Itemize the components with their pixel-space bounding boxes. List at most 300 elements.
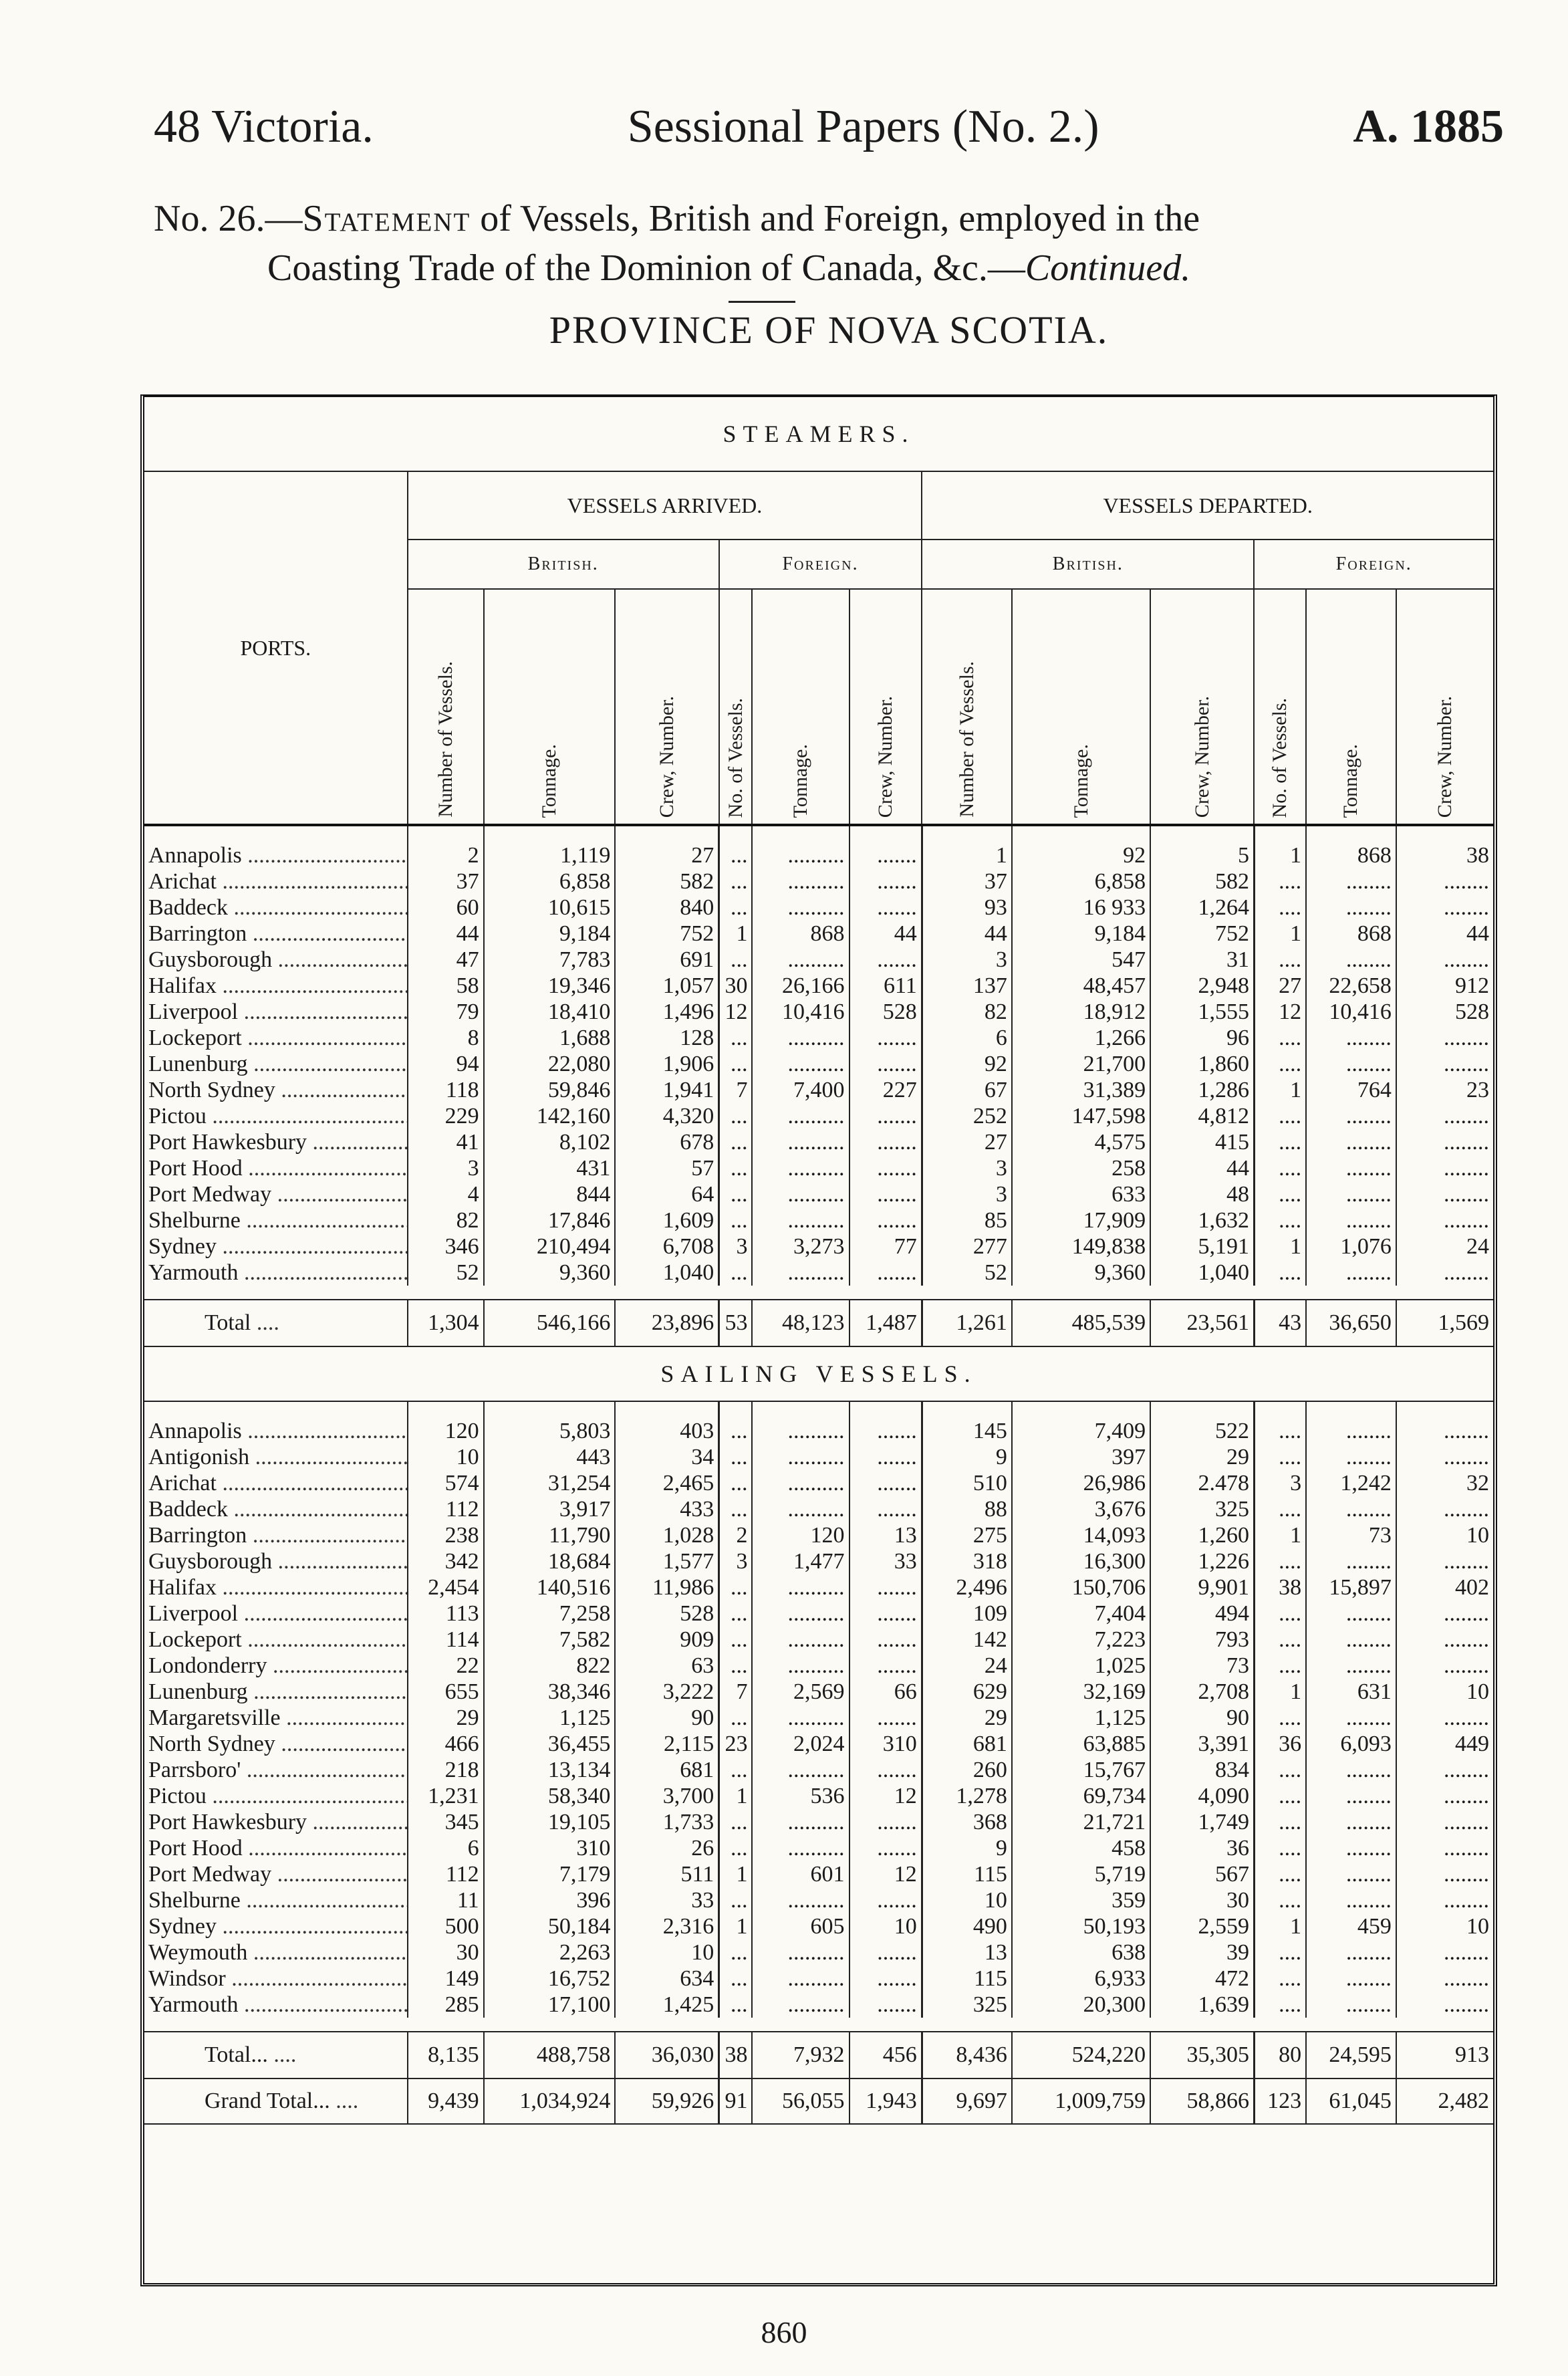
cell-value: .... bbox=[1254, 1653, 1306, 1679]
cell-value: 567 bbox=[1150, 1861, 1254, 1887]
cell-value: 29 bbox=[922, 1705, 1012, 1731]
running-header bbox=[154, 100, 1504, 154]
port-name: Guysborough ..... bbox=[144, 1548, 408, 1574]
cell-value: 1,040 bbox=[1150, 1260, 1254, 1286]
cell-value: 85 bbox=[922, 1207, 1012, 1233]
cell-value: .......... bbox=[752, 1887, 849, 1913]
cell-value: 36,650 bbox=[1306, 1300, 1396, 1346]
cell-value: .......... bbox=[752, 1103, 849, 1129]
cell-value: ........ bbox=[1396, 1939, 1493, 1966]
cell-value: ........ bbox=[1396, 1051, 1493, 1077]
cell-value: 123 bbox=[1254, 2078, 1306, 2124]
sailing-row bbox=[144, 1653, 1493, 1679]
cell-value: 32,169 bbox=[1012, 1679, 1150, 1705]
cell-value: 92 bbox=[922, 1051, 1012, 1077]
cell-value: 868 bbox=[1306, 921, 1396, 947]
col-label: Crew, Number. bbox=[656, 695, 678, 818]
cell-value: 1,632 bbox=[1150, 1207, 1254, 1233]
cell-value: 58 bbox=[408, 973, 484, 999]
cell-value: ....... bbox=[850, 1444, 922, 1470]
steamer-row bbox=[144, 895, 1493, 921]
cell-value: 2,559 bbox=[1150, 1913, 1254, 1939]
cell-value: 64 bbox=[615, 1181, 718, 1207]
page-number: 860 bbox=[761, 2315, 807, 2349]
cell-value: ........ bbox=[1396, 895, 1493, 921]
cell-value: 2,569 bbox=[752, 1679, 849, 1705]
cell-value: 22,658 bbox=[1306, 973, 1396, 999]
cell-value: 2,024 bbox=[752, 1731, 849, 1757]
sailing-row bbox=[144, 1757, 1493, 1783]
cell-value: 1 bbox=[719, 1913, 753, 1939]
cell-value: .... bbox=[1254, 1025, 1306, 1051]
sailing-row bbox=[144, 1705, 1493, 1731]
cell-value: 1,025 bbox=[1012, 1653, 1150, 1679]
col-arrived-british-tonnage bbox=[484, 589, 616, 825]
cell-value: 1,941 bbox=[615, 1077, 718, 1103]
cell-value: .......... bbox=[752, 868, 849, 895]
cell-value: ....... bbox=[850, 1809, 922, 1835]
cell-value: 38,346 bbox=[484, 1679, 616, 1705]
cell-value: 485,539 bbox=[1012, 1300, 1150, 1346]
spacer-cell bbox=[144, 1286, 1493, 1300]
cell-value: 47 bbox=[408, 947, 484, 973]
cell-value: ........ bbox=[1306, 1887, 1396, 1913]
cell-value: 150,706 bbox=[1012, 1574, 1150, 1600]
cell-value: 48 bbox=[1150, 1181, 1254, 1207]
arrived-heading: VESSELS ARRIVED. bbox=[408, 471, 922, 540]
col-label: Tonnage. bbox=[1339, 743, 1362, 818]
port-name: Margaretsville ..... bbox=[144, 1705, 408, 1731]
col-departed-foreign-tonnage bbox=[1306, 589, 1396, 825]
steamer-row bbox=[144, 1077, 1493, 1103]
cell-value: 633 bbox=[1012, 1181, 1150, 1207]
cell-value: 1,569 bbox=[1396, 1300, 1493, 1346]
cell-value: 19,346 bbox=[484, 973, 616, 999]
cell-value: ....... bbox=[850, 1887, 922, 1913]
cell-value: 1,261 bbox=[922, 1300, 1012, 1346]
port-name: North Sydney ..... bbox=[144, 1731, 408, 1757]
cell-value: 494 bbox=[1150, 1600, 1254, 1627]
cell-value: 63 bbox=[615, 1653, 718, 1679]
cell-value: ... bbox=[719, 1444, 753, 1470]
cell-value: 36,030 bbox=[615, 2032, 718, 2078]
cell-value: 37 bbox=[922, 868, 1012, 895]
cell-value: 90 bbox=[615, 1705, 718, 1731]
cell-value: 1,906 bbox=[615, 1051, 718, 1077]
cell-value: ........ bbox=[1306, 1260, 1396, 1286]
cell-value: 396 bbox=[484, 1887, 616, 1913]
cell-value: .......... bbox=[752, 1260, 849, 1286]
cell-value: 547 bbox=[1012, 947, 1150, 973]
cell-value: ... bbox=[719, 1757, 753, 1783]
cell-value: ... bbox=[719, 1966, 753, 1992]
port-name: Port Hawkesbury ..... bbox=[144, 1129, 408, 1155]
port-name: Liverpool ..... bbox=[144, 999, 408, 1025]
cell-value: ........ bbox=[1396, 1444, 1493, 1470]
cell-value: ........ bbox=[1396, 1600, 1493, 1627]
cell-value: .......... bbox=[752, 1155, 849, 1181]
cell-value: 1,034,924 bbox=[484, 2078, 616, 2124]
steamer-row bbox=[144, 973, 1493, 999]
cell-value: 318 bbox=[922, 1548, 1012, 1574]
cell-value: 10,416 bbox=[752, 999, 849, 1025]
title-number: No. 26.— bbox=[154, 198, 303, 239]
cell-value: 18,684 bbox=[484, 1548, 616, 1574]
cell-value: 69,734 bbox=[1012, 1783, 1150, 1809]
port-name: Halifax ..... bbox=[144, 973, 408, 999]
cell-value: 63,885 bbox=[1012, 1731, 1150, 1757]
cell-value: 8 bbox=[408, 1025, 484, 1051]
cell-value: ........ bbox=[1396, 1496, 1493, 1522]
cell-value: 3 bbox=[719, 1548, 753, 1574]
cell-value: .......... bbox=[752, 1025, 849, 1051]
cell-value: ........ bbox=[1396, 868, 1493, 895]
cell-value: 9,439 bbox=[408, 2078, 484, 2124]
title-continued: Continued. bbox=[1025, 247, 1191, 289]
cell-value: 1 bbox=[719, 1861, 753, 1887]
cell-value: 4,575 bbox=[1012, 1129, 1150, 1155]
cell-value: 113 bbox=[408, 1600, 484, 1627]
cell-value: 325 bbox=[922, 1992, 1012, 2018]
cell-value: 2,496 bbox=[922, 1574, 1012, 1600]
cell-value: ........ bbox=[1396, 1207, 1493, 1233]
cell-value: 10 bbox=[922, 1887, 1012, 1913]
cell-value: 2,482 bbox=[1396, 2078, 1493, 2124]
spacer-row bbox=[144, 2018, 1493, 2032]
cell-value: 52 bbox=[922, 1260, 1012, 1286]
cell-value: 109 bbox=[922, 1600, 1012, 1627]
cell-value: 1,733 bbox=[615, 1809, 718, 1835]
cell-value: .......... bbox=[752, 1809, 849, 1835]
cell-value: 3,273 bbox=[752, 1233, 849, 1260]
province-heading: PROVINCE OF NOVA SCOTIA. bbox=[549, 308, 1109, 352]
cell-value: 59,846 bbox=[484, 1077, 616, 1103]
cell-value: .... bbox=[1254, 895, 1306, 921]
cell-value: 4,812 bbox=[1150, 1103, 1254, 1129]
cell-value: .... bbox=[1254, 1600, 1306, 1627]
cell-value: ........ bbox=[1306, 1835, 1396, 1861]
cell-value: ........ bbox=[1396, 1966, 1493, 1992]
cell-value: 397 bbox=[1012, 1444, 1150, 1470]
cell-value: 147,598 bbox=[1012, 1103, 1150, 1129]
cell-value: ........ bbox=[1306, 1207, 1396, 1233]
cell-value: .......... bbox=[752, 1496, 849, 1522]
cell-value: 13 bbox=[922, 1939, 1012, 1966]
col-label: Number of Vessels. bbox=[434, 661, 456, 818]
cell-value: 458 bbox=[1012, 1835, 1150, 1861]
cell-value: 500 bbox=[408, 1913, 484, 1939]
cell-value: 52 bbox=[408, 1260, 484, 1286]
cell-value: ....... bbox=[850, 825, 922, 868]
steamer-row bbox=[144, 947, 1493, 973]
cell-value: 752 bbox=[1150, 921, 1254, 947]
cell-value: 1,477 bbox=[752, 1548, 849, 1574]
steamer-row bbox=[144, 1051, 1493, 1077]
cell-value: 6,858 bbox=[1012, 868, 1150, 895]
port-name: Total... .... bbox=[144, 2032, 408, 2078]
cell-value: 7,400 bbox=[752, 1077, 849, 1103]
sailing-row bbox=[144, 1992, 1493, 2018]
cell-value: 16 933 bbox=[1012, 895, 1150, 921]
cell-value: 120 bbox=[752, 1522, 849, 1548]
cell-value: 60 bbox=[408, 895, 484, 921]
cell-value: 346 bbox=[408, 1233, 484, 1260]
cell-value: .... bbox=[1254, 1548, 1306, 1574]
cell-value: ... bbox=[719, 1260, 753, 1286]
spacer-row bbox=[144, 1286, 1493, 1300]
port-name: Grand Total... .... bbox=[144, 2078, 408, 2124]
cell-value: 528 bbox=[615, 1600, 718, 1627]
cell-value: 20,300 bbox=[1012, 1992, 1150, 2018]
cell-value: 112 bbox=[408, 1861, 484, 1887]
cell-value: 459 bbox=[1306, 1913, 1396, 1939]
port-name: Lunenburg ..... bbox=[144, 1051, 408, 1077]
port-name: Baddeck ..... bbox=[144, 1496, 408, 1522]
cell-value: 691 bbox=[615, 947, 718, 973]
cell-value: 1,639 bbox=[1150, 1992, 1254, 2018]
cell-value: ... bbox=[719, 1887, 753, 1913]
cell-value: 1 bbox=[1254, 1233, 1306, 1260]
port-name: Pictou ..... bbox=[144, 1783, 408, 1809]
cell-value: ... bbox=[719, 1809, 753, 1835]
cell-value: ....... bbox=[850, 1574, 922, 1600]
cell-value: 26,166 bbox=[752, 973, 849, 999]
cell-value: 909 bbox=[615, 1627, 718, 1653]
cell-value: 1 bbox=[1254, 825, 1306, 868]
cell-value: ........ bbox=[1306, 1809, 1396, 1835]
cell-value: 1,555 bbox=[1150, 999, 1254, 1025]
cell-value: 752 bbox=[615, 921, 718, 947]
cell-value: .... bbox=[1254, 1783, 1306, 1809]
steamer-row bbox=[144, 1181, 1493, 1207]
sailing-row bbox=[144, 1679, 1493, 1705]
col-label: Crew, Number. bbox=[1190, 695, 1213, 818]
cell-value: 1,264 bbox=[1150, 895, 1254, 921]
cell-value: 9,360 bbox=[484, 1260, 616, 1286]
cell-value: ........ bbox=[1306, 1496, 1396, 1522]
cell-value: 38 bbox=[1396, 825, 1493, 868]
cell-value: ........ bbox=[1306, 1600, 1396, 1627]
cell-value: ....... bbox=[850, 1470, 922, 1496]
cell-value: 120 bbox=[408, 1401, 484, 1444]
cell-value: 3 bbox=[1254, 1470, 1306, 1496]
cell-value: ........ bbox=[1396, 1887, 1493, 1913]
cell-value: 30 bbox=[408, 1939, 484, 1966]
cell-value: 114 bbox=[408, 1627, 484, 1653]
cell-value: ........ bbox=[1396, 1155, 1493, 1181]
cell-value: 145 bbox=[922, 1401, 1012, 1444]
cell-value: 2,263 bbox=[484, 1939, 616, 1966]
cell-value: 29 bbox=[408, 1705, 484, 1731]
cell-value: ........ bbox=[1306, 895, 1396, 921]
steamers-total-row bbox=[144, 1300, 1493, 1346]
cell-value: 1 bbox=[719, 1783, 753, 1809]
cell-value: 1,278 bbox=[922, 1783, 1012, 1809]
cell-value: 56,055 bbox=[752, 2078, 849, 2124]
port-name: Barrington ..... bbox=[144, 921, 408, 947]
col-arrived-british-crew bbox=[615, 589, 718, 825]
cell-value: .......... bbox=[752, 1207, 849, 1233]
cell-value: ... bbox=[719, 1025, 753, 1051]
cell-value: 10 bbox=[1396, 1679, 1493, 1705]
cell-value: 149,838 bbox=[1012, 1233, 1150, 1260]
sailing-row bbox=[144, 1548, 1493, 1574]
cell-value: 14,093 bbox=[1012, 1522, 1150, 1548]
cell-value: 868 bbox=[1306, 825, 1396, 868]
cell-value: 528 bbox=[850, 999, 922, 1025]
cell-value: 11,790 bbox=[484, 1522, 616, 1548]
cell-value: 1 bbox=[719, 921, 753, 947]
cell-value: ....... bbox=[850, 1600, 922, 1627]
cell-value: 2,115 bbox=[615, 1731, 718, 1757]
cell-value: 490 bbox=[922, 1913, 1012, 1939]
cell-value: .......... bbox=[752, 1574, 849, 1600]
cell-value: 5,191 bbox=[1150, 1233, 1254, 1260]
port-name: Port Medway ..... bbox=[144, 1861, 408, 1887]
cell-value: 238 bbox=[408, 1522, 484, 1548]
departed-foreign-heading: Foreign. bbox=[1254, 540, 1493, 589]
cell-value: 12 bbox=[850, 1861, 922, 1887]
cell-value: 7 bbox=[719, 1077, 753, 1103]
cell-value: 44 bbox=[850, 921, 922, 947]
cell-value: 38 bbox=[719, 2032, 753, 2078]
cell-value: 227 bbox=[850, 1077, 922, 1103]
cell-value: ... bbox=[719, 1401, 753, 1444]
cell-value: 27 bbox=[615, 825, 718, 868]
cell-value: 601 bbox=[752, 1861, 849, 1887]
port-name: Baddeck ..... bbox=[144, 895, 408, 921]
cell-value: 488,758 bbox=[484, 2032, 616, 2078]
cell-value: 50,184 bbox=[484, 1913, 616, 1939]
header-session: 48 Victoria. bbox=[154, 101, 374, 152]
cell-value: 15,897 bbox=[1306, 1574, 1396, 1600]
cell-value: 1,125 bbox=[484, 1705, 616, 1731]
cell-value: 24 bbox=[1396, 1233, 1493, 1260]
cell-value: ........ bbox=[1396, 1401, 1493, 1444]
cell-value: 764 bbox=[1306, 1077, 1396, 1103]
cell-value: 1,266 bbox=[1012, 1025, 1150, 1051]
cell-value: ........ bbox=[1306, 1627, 1396, 1653]
cell-value: 1,231 bbox=[408, 1783, 484, 1809]
cell-value: 44 bbox=[1396, 921, 1493, 947]
cell-value: ........ bbox=[1306, 1051, 1396, 1077]
cell-value: .... bbox=[1254, 1705, 1306, 1731]
cell-value: ... bbox=[719, 1705, 753, 1731]
cell-value: 582 bbox=[615, 868, 718, 895]
cell-value: 7,404 bbox=[1012, 1600, 1150, 1627]
cell-value: 34 bbox=[615, 1444, 718, 1470]
col-label: Number of Vessels. bbox=[955, 661, 978, 818]
cell-value: 2 bbox=[408, 825, 484, 868]
cell-value: 31,389 bbox=[1012, 1077, 1150, 1103]
cell-value: 522 bbox=[1150, 1401, 1254, 1444]
cell-value: ........ bbox=[1396, 947, 1493, 973]
port-name: Arichat ..... bbox=[144, 868, 408, 895]
cell-value: ... bbox=[719, 1129, 753, 1155]
cell-value: 345 bbox=[408, 1809, 484, 1835]
cell-value: 137 bbox=[922, 973, 1012, 999]
cell-value: 7,179 bbox=[484, 1861, 616, 1887]
cell-value: 6,933 bbox=[1012, 1966, 1150, 1992]
vessels-group-row bbox=[144, 471, 1493, 540]
cell-value: 10 bbox=[408, 1444, 484, 1470]
cell-value: 3 bbox=[922, 1155, 1012, 1181]
cell-value: ....... bbox=[850, 1181, 922, 1207]
cell-value: 91 bbox=[719, 2078, 753, 2124]
cell-value: .... bbox=[1254, 868, 1306, 895]
title-rule bbox=[729, 301, 795, 303]
cell-value: 27 bbox=[1254, 973, 1306, 999]
cell-value: ... bbox=[719, 947, 753, 973]
cell-value: .... bbox=[1254, 1887, 1306, 1913]
cell-value: ........ bbox=[1306, 1401, 1396, 1444]
col-arrived-british-vessels bbox=[408, 589, 484, 825]
cell-value: 44 bbox=[408, 921, 484, 947]
cell-value: 840 bbox=[615, 895, 718, 921]
port-name: Annapolis ..... bbox=[144, 825, 408, 868]
sailing-row bbox=[144, 1444, 1493, 1470]
cell-value: .... bbox=[1254, 1401, 1306, 1444]
cell-value: 912 bbox=[1396, 973, 1493, 999]
cell-value: 456 bbox=[850, 2032, 922, 2078]
cell-value: ....... bbox=[850, 1025, 922, 1051]
cell-value: 35,305 bbox=[1150, 2032, 1254, 2078]
cell-value: ... bbox=[719, 1155, 753, 1181]
cell-value: 1,028 bbox=[615, 1522, 718, 1548]
cell-value: ....... bbox=[850, 1653, 922, 1679]
cell-value: 449 bbox=[1396, 1731, 1493, 1757]
cell-value: 6 bbox=[922, 1025, 1012, 1051]
cell-value: 10 bbox=[1396, 1913, 1493, 1939]
cell-value: 210,494 bbox=[484, 1233, 616, 1260]
cell-value: 275 bbox=[922, 1522, 1012, 1548]
cell-value: 9,184 bbox=[1012, 921, 1150, 947]
cell-value: ........ bbox=[1306, 1861, 1396, 1887]
cell-value: 21,700 bbox=[1012, 1051, 1150, 1077]
cell-value: 18,410 bbox=[484, 999, 616, 1025]
steamers-heading: STEAMERS. bbox=[144, 397, 1493, 471]
col-departed-british-crew bbox=[1150, 589, 1254, 825]
port-name: Pictou ..... bbox=[144, 1103, 408, 1129]
cell-value: 57 bbox=[615, 1155, 718, 1181]
cell-value: .......... bbox=[752, 1966, 849, 1992]
cell-value: 17,846 bbox=[484, 1207, 616, 1233]
cell-value: 678 bbox=[615, 1129, 718, 1155]
cell-value: 36,455 bbox=[484, 1731, 616, 1757]
cell-value: 24 bbox=[922, 1653, 1012, 1679]
cell-value: 22 bbox=[408, 1653, 484, 1679]
cell-value: 23,896 bbox=[615, 1300, 718, 1346]
steamer-row bbox=[144, 1155, 1493, 1181]
cell-value: 39 bbox=[1150, 1939, 1254, 1966]
cell-value: 913 bbox=[1396, 2032, 1493, 2078]
cell-value: .... bbox=[1254, 1939, 1306, 1966]
cell-value: 82 bbox=[408, 1207, 484, 1233]
port-name: Barrington ..... bbox=[144, 1522, 408, 1548]
cell-value: ....... bbox=[850, 1705, 922, 1731]
port-name: Weymouth ..... bbox=[144, 1939, 408, 1966]
cell-value: .... bbox=[1254, 1627, 1306, 1653]
sailing-row bbox=[144, 1522, 1493, 1548]
cell-value: 1 bbox=[1254, 1522, 1306, 1548]
cell-value: 7,582 bbox=[484, 1627, 616, 1653]
cell-value: 1,286 bbox=[1150, 1077, 1254, 1103]
port-name: Windsor ..... bbox=[144, 1966, 408, 1992]
cell-value: ....... bbox=[850, 1966, 922, 1992]
cell-value: ........ bbox=[1396, 1757, 1493, 1783]
port-name: Port Hood ..... bbox=[144, 1155, 408, 1181]
cell-value: 36 bbox=[1150, 1835, 1254, 1861]
